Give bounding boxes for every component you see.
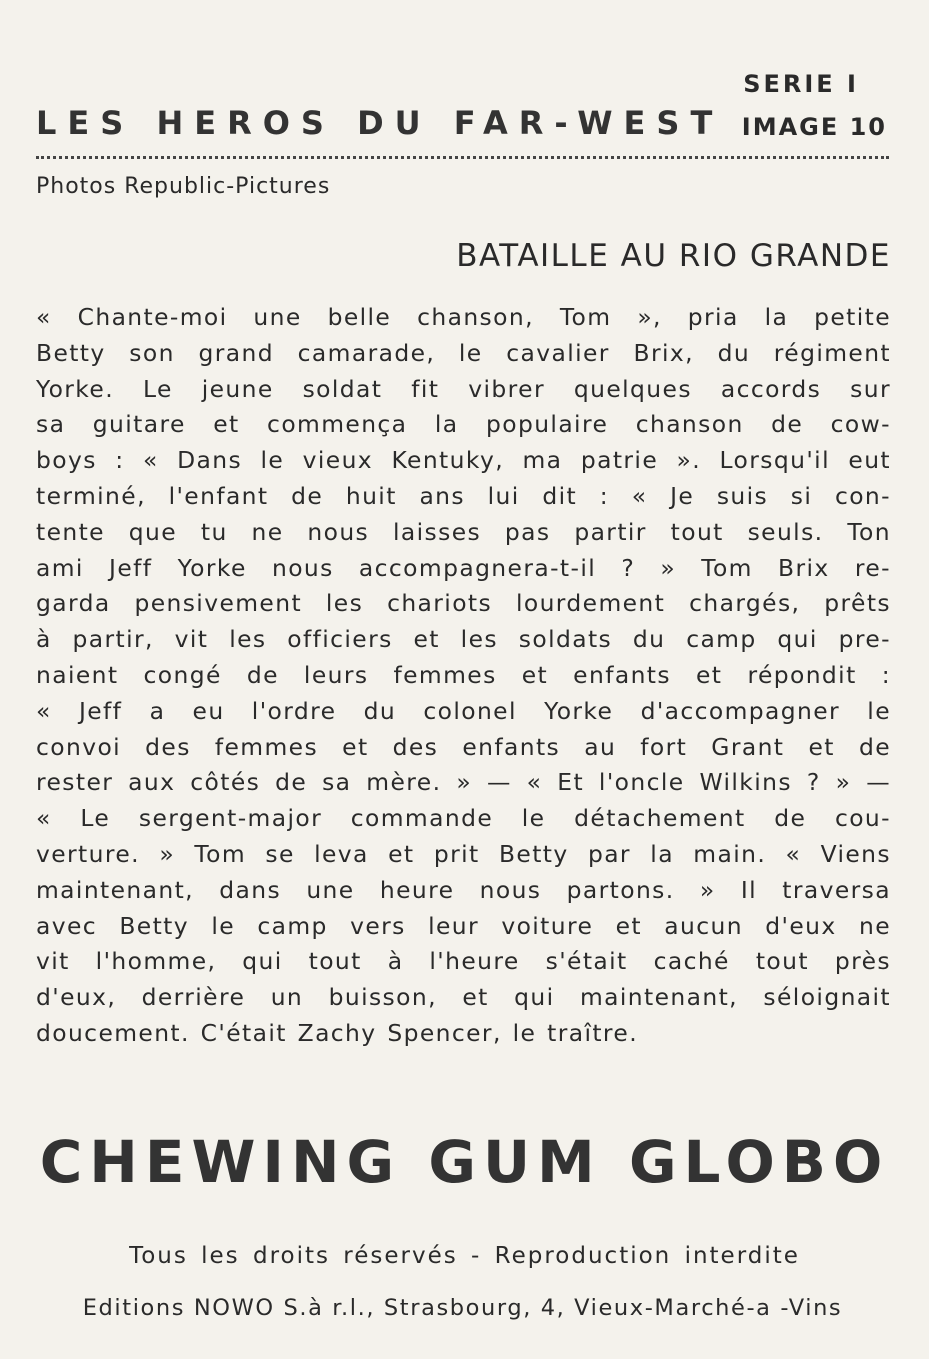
- story-line: ami Jeff Yorke nous accompagnera-t-il ? » Tom Brix re-: [36, 553, 891, 582]
- story-line: naient congé de leurs femmes et enfants et répondit :: [36, 660, 891, 689]
- story-line: avec Betty le camp vers leur voiture et aucun d'eux ne: [36, 911, 891, 940]
- brand-name: CHEWING GUM GLOBO: [39, 1128, 890, 1196]
- story-line: « Jeff a eu l'ordre du colonel Yorke d'accompagner le: [36, 696, 891, 725]
- story-line: verture. » Tom se leva et prit Betty par la main. « Viens: [36, 839, 891, 868]
- story-title: BATAILLE AU RIO GRANDE: [456, 238, 891, 274]
- story-line: « Chante-moi une belle chanson, Tom », pria la petite: [36, 303, 891, 331]
- story-line: Yorke. Le jeune soldat fit vibrer quelques accords sur: [36, 374, 891, 403]
- story-line: boys : « Dans le vieux Kentuky, ma patrie ». Lorsqu'il eut: [36, 446, 891, 475]
- story-line: sa guitare et commença la populaire chanson de cow-: [36, 410, 891, 439]
- story-line: vit l'homme, qui tout à l'heure s'était caché tout près: [36, 947, 891, 976]
- story-line: d'eux, derrière un buisson, et qui maintenant, séloignait: [36, 983, 891, 1012]
- story-line: rester aux côtés de sa mère. » — « Et l'oncle Wilkins ? » —: [36, 768, 891, 797]
- story-text: [36, 300, 891, 1052]
- photos-credit: Photos Republic-Pictures: [36, 174, 331, 199]
- story-line: « Le sergent-major commande le détachement de cou-: [36, 804, 891, 833]
- story-line: Betty son grand camarade, le cavalier Brix, du régiment: [36, 338, 891, 367]
- story-line: terminé, l'enfant de huit ans lui dit : « Je suis si con-: [36, 481, 891, 510]
- story-line: doucement. C'était Zachy Spencer, le traître.: [36, 1018, 639, 1047]
- header-divider: [36, 156, 889, 159]
- story-line: maintenant, dans une heure nous partons. » Il traversa: [36, 875, 891, 904]
- story-line: tente que tu ne nous laisses pas partir tout seuls. Ton: [36, 517, 891, 546]
- image-number: IMAGE 10: [741, 113, 887, 141]
- story-line: garda pensivement les chariots lourdement chargés, prêts: [36, 589, 891, 618]
- rights-notice: Tous les droits réservés - Reproduction interdite: [129, 1243, 800, 1269]
- publisher-info: Editions NOWO S.à r.l., Strasbourg, 4, Vieux-Marché-a -Vins: [82, 1295, 843, 1321]
- story-line: à partir, vit les officiers et les soldats du camp qui pre-: [36, 625, 891, 654]
- series-title: LES HEROS DU FAR-WEST: [36, 104, 724, 142]
- story-line: convoi des femmes et des enfants au fort Grant et de: [36, 732, 891, 761]
- serie-label: SERIE I: [743, 70, 859, 98]
